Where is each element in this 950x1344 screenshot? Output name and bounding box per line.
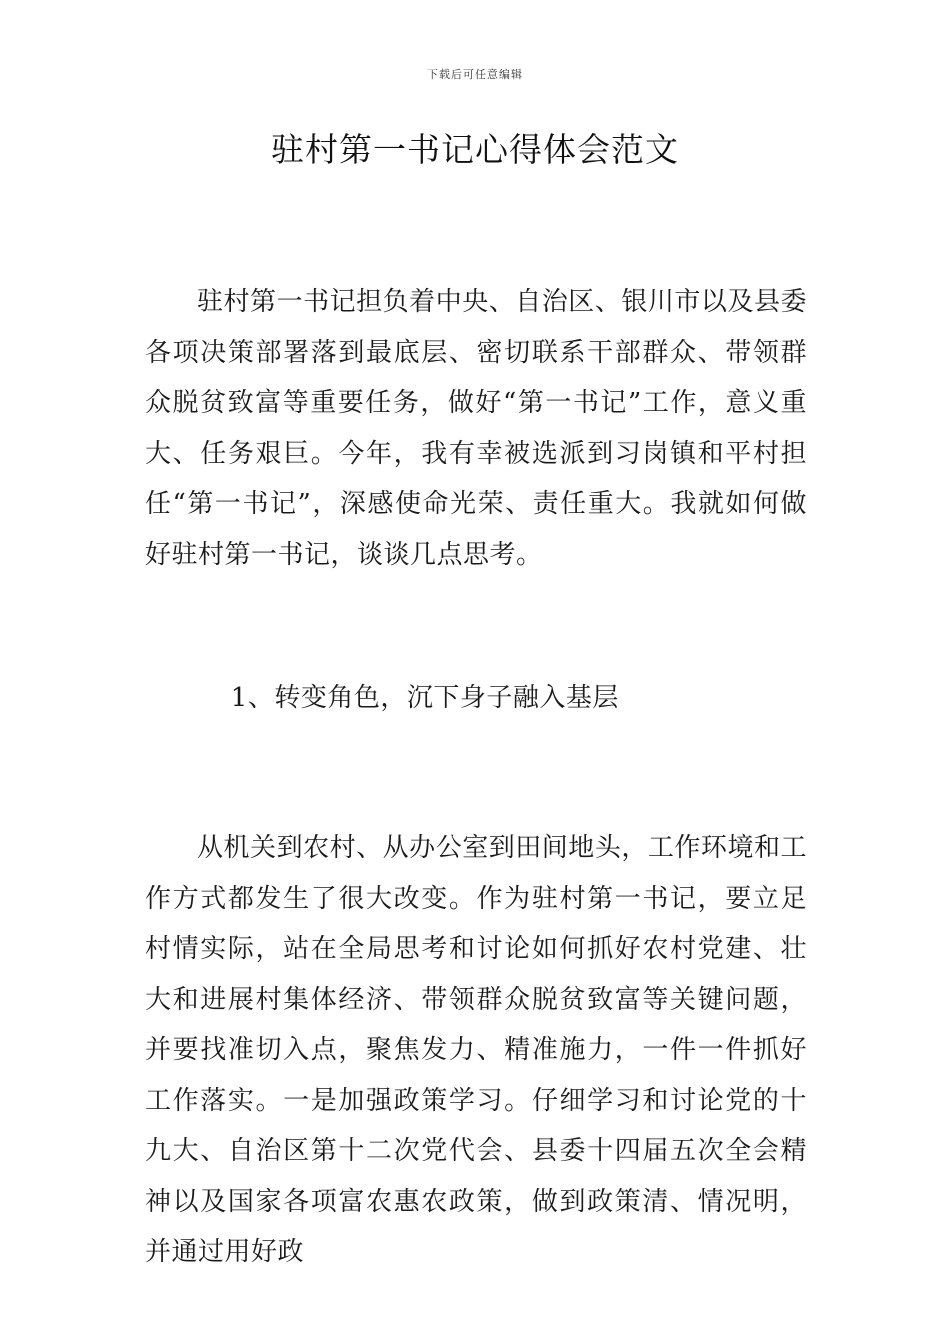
section-heading-1: 1、转变角色，沉下身子融入基层 (230, 683, 619, 713)
document-title: 驻村第一书记心得体会范文 (271, 130, 679, 169)
paragraph-intro: 驻村第一书记担负着中央、自治区、银川市以及县委各项决策部署落到最底层、密切联系干部群众、带领群众脱贫致富等重要任务，做好“第一书记”工作，意义重大、任务艰巨。今年，我有幸被选派到习岗镇和平村担任“第一书记”，深感使命光荣、责任重大。我就如何做好驻村第一书记，谈谈几点思考。 (145, 287, 807, 570)
paragraph-section-1: 从机关到农村、从办公室到田间地头，工作环境和工作方式都发生了很大改变。作为驻村第一书记，要立足村情实际，站在全局思考和讨论如何抓好农村党建、壮大和进展村集体经济、带领群众脱贫致富等关键问题，并要找准切入点，聚焦发力、精准施力，一件一件抓好工作落实。一是加强政策学习。仔细学习和讨论党的十九大、自治区第十二次党代会、县委十四届五次全会精神以及国家各项富农惠农政策，做到政策清、情况明，并通过用好政 (145, 833, 807, 1267)
header-note: 下载后可任意编辑 (427, 68, 523, 81)
